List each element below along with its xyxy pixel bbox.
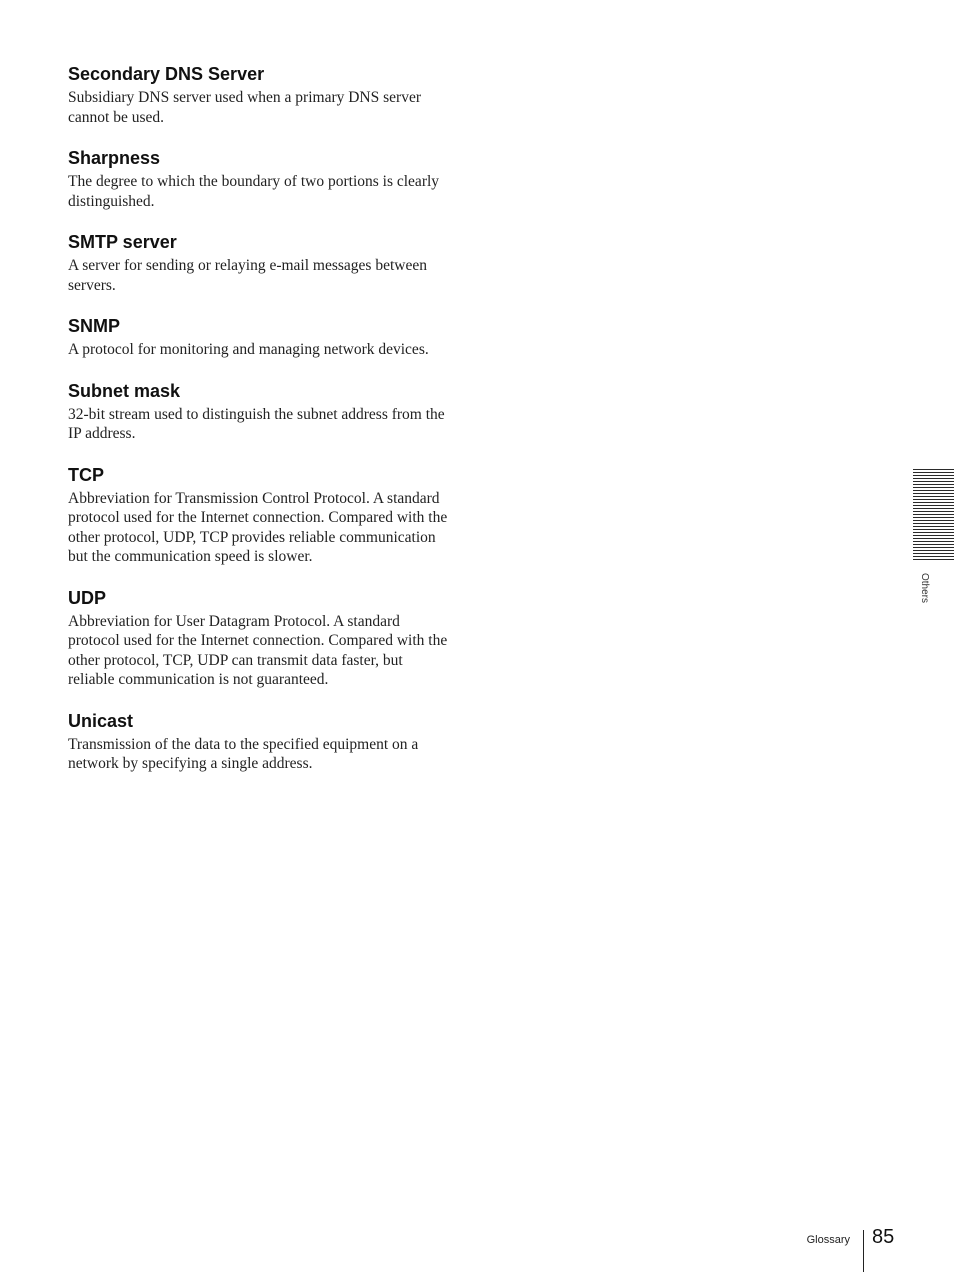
page-number: 85 xyxy=(872,1226,895,1248)
glossary-definition: The degree to which the boundary of two portions is clearly distinguished. xyxy=(68,173,440,210)
glossary-term: Secondary DNS Server xyxy=(68,64,265,84)
glossary-entry xyxy=(68,231,448,295)
section-tab-label: Others xyxy=(919,573,930,604)
glossary-term: UDP xyxy=(68,587,107,608)
glossary-definition: A server for sending or relaying e-mail messages between servers. xyxy=(68,257,427,294)
glossary-term: SMTP server xyxy=(68,232,177,252)
glossary-entry xyxy=(68,380,448,444)
glossary-definition: Subsidiary DNS server used when a primary DNS server cannot be used. xyxy=(68,89,421,126)
glossary-definition: Abbreviation for User Datagram Protocol. A standard protocol used for the Internet connection. Compared with the other protocol, TCP, UDP can transmit data faster, but reliable communication is not guaranteed. xyxy=(68,612,448,688)
glossary-term: Unicast xyxy=(68,710,134,731)
glossary-entry xyxy=(68,147,448,211)
glossary-term: SNMP xyxy=(68,316,121,336)
section-tab-marker xyxy=(913,469,954,561)
footer-section-label: Glossary xyxy=(806,1234,850,1246)
glossary-entry xyxy=(68,315,448,360)
glossary-entry xyxy=(68,710,448,774)
glossary-term: Sharpness xyxy=(68,148,161,168)
glossary-entry xyxy=(68,587,448,690)
glossary-list xyxy=(68,63,448,794)
glossary-definition: Transmission of the data to the specified equipment on a network by specifying a single address. xyxy=(68,735,419,772)
glossary-definition: Abbreviation for Transmission Control Protocol. A standard protocol used for the Internet connection. Compared with the other protocol, UDP, TCP provides reliable communication but the communication speed is slower. xyxy=(68,489,448,565)
glossary-entry xyxy=(68,464,448,567)
glossary-definition: A protocol for monitoring and managing network devices. xyxy=(68,341,429,358)
glossary-entry xyxy=(68,63,448,127)
glossary-term: TCP xyxy=(68,464,104,485)
glossary-term: Subnet mask xyxy=(68,380,181,401)
footer-divider xyxy=(863,1230,864,1272)
glossary-definition: 32-bit stream used to distinguish the subnet address from the IP address. xyxy=(68,405,445,442)
